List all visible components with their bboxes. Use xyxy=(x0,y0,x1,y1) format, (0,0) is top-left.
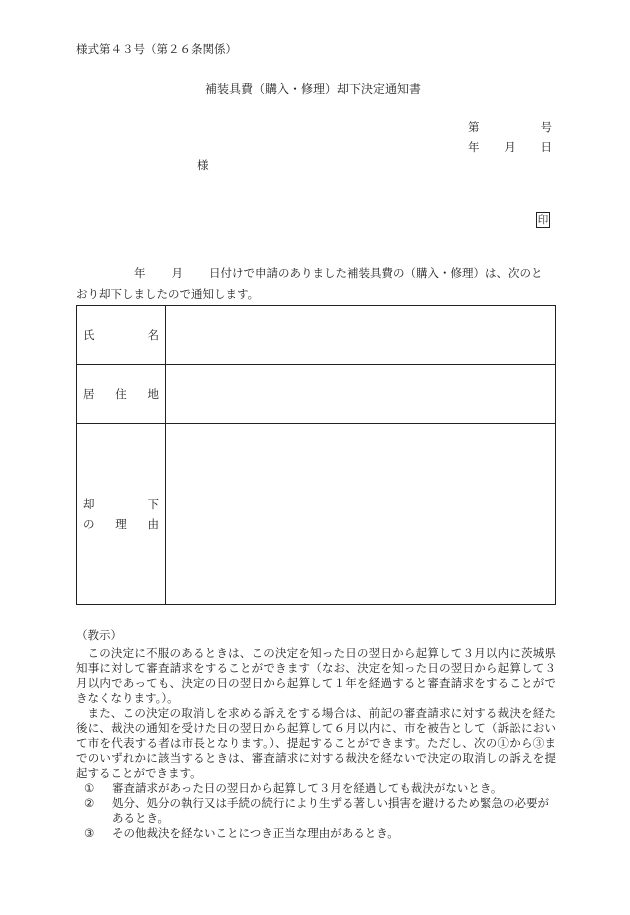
notes-heading: （教示） xyxy=(76,628,122,642)
table-row-reason xyxy=(77,424,556,605)
table-row-name xyxy=(77,306,556,365)
date-year: 年 xyxy=(468,140,480,154)
name-value-cell[interactable] xyxy=(166,306,556,365)
reason-label-char-4: 理 xyxy=(115,517,127,531)
notes-item-text: その他裁決を経ないことにつき正当な理由があるとき。 xyxy=(112,826,399,840)
notes-item-number: ② xyxy=(84,796,95,810)
notes-item-3 xyxy=(76,826,556,841)
seal-mark: 印 xyxy=(537,214,549,226)
name-label-char-2: 名 xyxy=(147,328,159,342)
reason-label-char-1: 却 xyxy=(83,497,95,511)
intro-year: 年 xyxy=(134,266,146,280)
notes-item-number: ③ xyxy=(84,826,95,840)
notes-item-1 xyxy=(76,781,556,796)
reason-label-char-3: の xyxy=(83,517,95,531)
notes-item-text: 処分、処分の執行又は手続の続行により生ずる著しい損害を避けるため緊急の必要があるとき。 xyxy=(112,796,549,825)
notes-item-number: ① xyxy=(84,781,95,795)
reason-value-cell[interactable] xyxy=(166,424,556,605)
doc-number-suffix: 号 xyxy=(540,120,552,134)
intro-text xyxy=(76,263,556,305)
notes-paragraph-2: また、この決定の取消しを求める訴えをする場合は、前記の審査請求に対する裁決を経た後に、裁決の通知を受けた日の翌日から起算して６月以内に、市を被告として（訴訟において市を代表する者は市長となります。）、提起することができます。ただし、次の①から③までのいずれかに該当するときは、審査請求に対する裁決を経ないで決定の取消しの訴えを提起することができます。 xyxy=(76,706,556,780)
date-month: 月 xyxy=(504,140,516,154)
table-row-address xyxy=(77,365,556,424)
notes-paragraph-1: この決定に不服のあるときは、この決定を知った日の翌日から起算して３月以内に茨城県知事に対して審査請求をすることができます（なお、決定を知った日の翌日から起算して３月以内であっても、決定の日の翌日から起算して１年を経過すると審査請求をすることができなくなります。）。 xyxy=(76,646,556,705)
doc-number-prefix: 第 xyxy=(468,120,480,134)
address-label-char-1: 居 xyxy=(83,387,95,401)
instruction-notes xyxy=(76,628,556,841)
name-label-char-1: 氏 xyxy=(83,328,95,342)
date-day: 日 xyxy=(540,140,552,154)
address-label xyxy=(77,365,166,424)
address-label-char-2: 住 xyxy=(115,387,127,401)
form-number: 様式第４３号（第２６条関係） xyxy=(76,42,237,56)
reason-label-char-5: 由 xyxy=(147,517,159,531)
document-title: 補装具費（購入・修理）却下決定通知書 xyxy=(205,82,422,96)
intro-line-1 xyxy=(76,263,556,284)
address-value-cell[interactable] xyxy=(166,365,556,424)
notes-item-text: 審査請求があった日の翌日から起算して３月を経過しても裁決がないとき。 xyxy=(112,781,503,795)
document-number-line xyxy=(468,119,552,135)
intro-month: 月 xyxy=(171,266,183,280)
intro-line-2: おり却下しましたので通知します。 xyxy=(76,287,260,301)
reason-label-char-2: 下 xyxy=(147,497,159,511)
address-label-char-3: 地 xyxy=(147,387,159,401)
reason-label xyxy=(77,424,166,605)
info-table xyxy=(76,305,556,605)
name-label xyxy=(77,306,166,365)
date-line xyxy=(468,139,552,155)
addressee-suffix: 様 xyxy=(197,158,209,172)
notes-item-2 xyxy=(76,796,556,826)
intro-rest: 日付けで申請のありました補装具費の（購入・修理）は、次のと xyxy=(209,266,543,280)
